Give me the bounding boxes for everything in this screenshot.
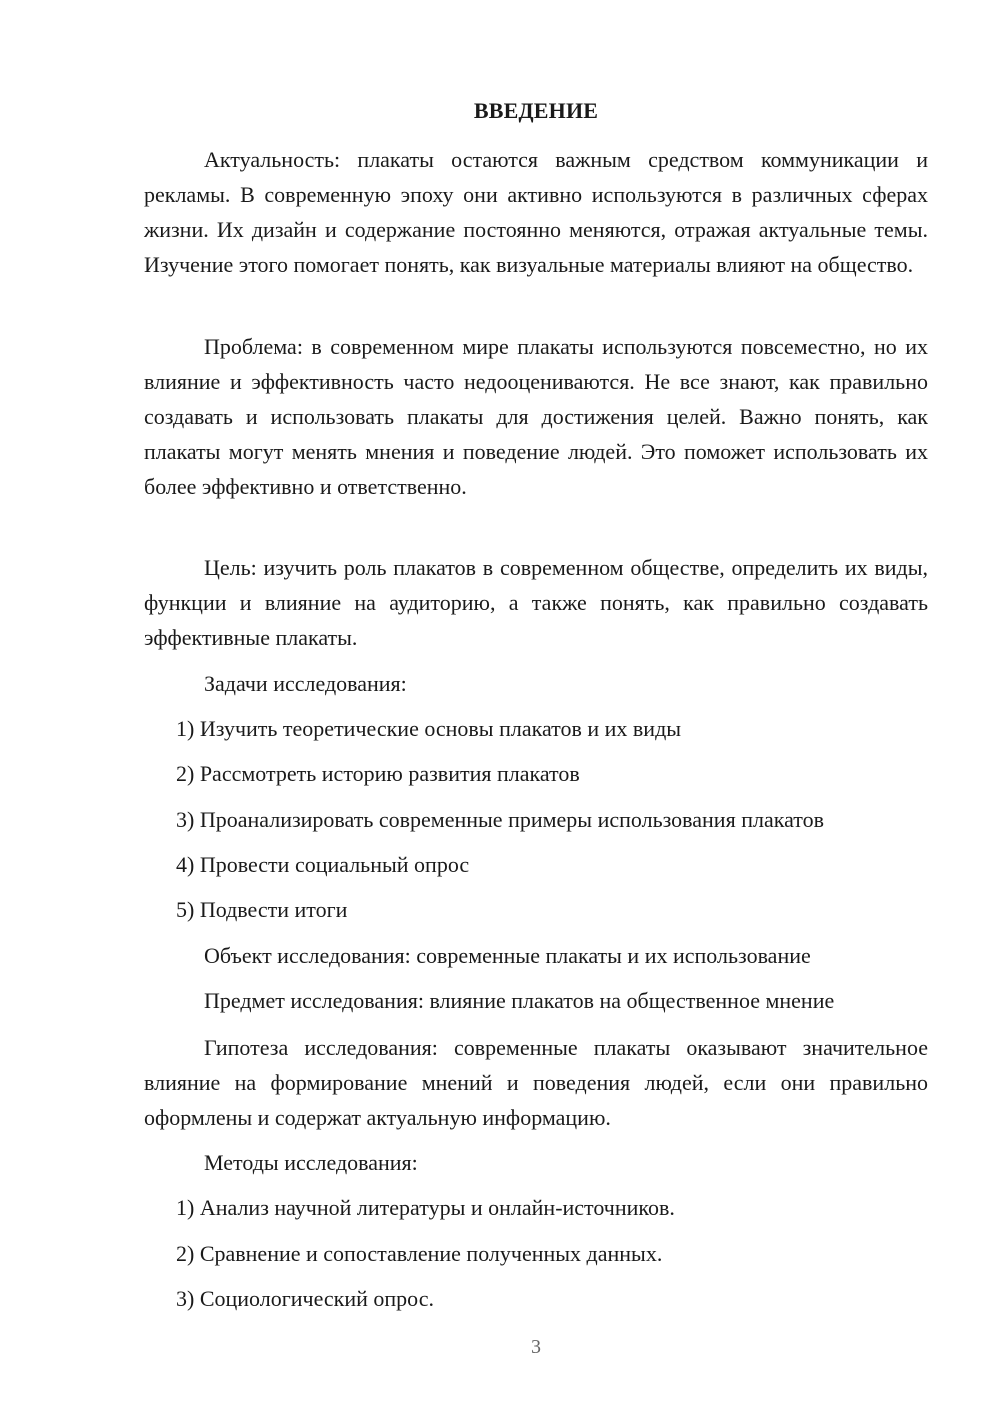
page-title: ВВЕДЕНИЕ (473, 98, 599, 123)
task-item-3: 3) Проанализировать современные примеры использования плакатов (176, 807, 824, 832)
hypothesis-paragraph: Гипотеза исследования: современные плакаты оказывают значительное влияние на формирование мнений и поведения людей, если они правильно оформлены и содержат актуальную информацию. (144, 1035, 928, 1130)
page-number: 3 (531, 1336, 541, 1358)
task-item-2: 2) Рассмотреть историю развития плакатов (176, 761, 580, 786)
task-item-5: 5) Подвести итоги (176, 897, 348, 922)
tasks-heading: Задачи исследования: (204, 671, 407, 696)
problem-paragraph: Проблема: в современном мире плакаты используются повсеместно, но их влияние и эффективность часто недооцениваются. Не все знают, как правильно создавать и использовать плакаты для достижения целей. Важно понять, как плакаты могут менять мнения и поведение людей. Это поможет использовать их более эффективно и ответственно. (144, 334, 928, 499)
task-item-4: 4) Провести социальный опрос (176, 852, 470, 877)
relevance-paragraph: Актуальность: плакаты остаются важным средством коммуникации и рекламы. В современную эпоху они активно используются в различных сферах жизни. Их дизайн и содержание постоянно меняются, отражая актуальные темы. Изучение этого помогает понять, как визуальные материалы влияют на общество. (144, 147, 928, 277)
method-item-3: 3) Социологический опрос. (176, 1286, 434, 1311)
research-object: Объект исследования: современные плакаты и их использование (204, 943, 811, 968)
task-item-1: 1) Изучить теоретические основы плакатов и их виды (176, 716, 682, 741)
method-item-2: 2) Сравнение и сопоставление полученных данных. (176, 1241, 663, 1266)
research-subject: Предмет исследования: влияние плакатов на общественное мнение (204, 988, 835, 1013)
goal-paragraph: Цель: изучить роль плакатов в современном обществе, определить их виды, функции и влияние на аудиторию, а также понять, как правильно создавать эффективные плакаты. (144, 555, 928, 650)
method-item-1: 1) Анализ научной литературы и онлайн-источников. (176, 1195, 675, 1220)
methods-heading: Методы исследования: (204, 1150, 418, 1175)
